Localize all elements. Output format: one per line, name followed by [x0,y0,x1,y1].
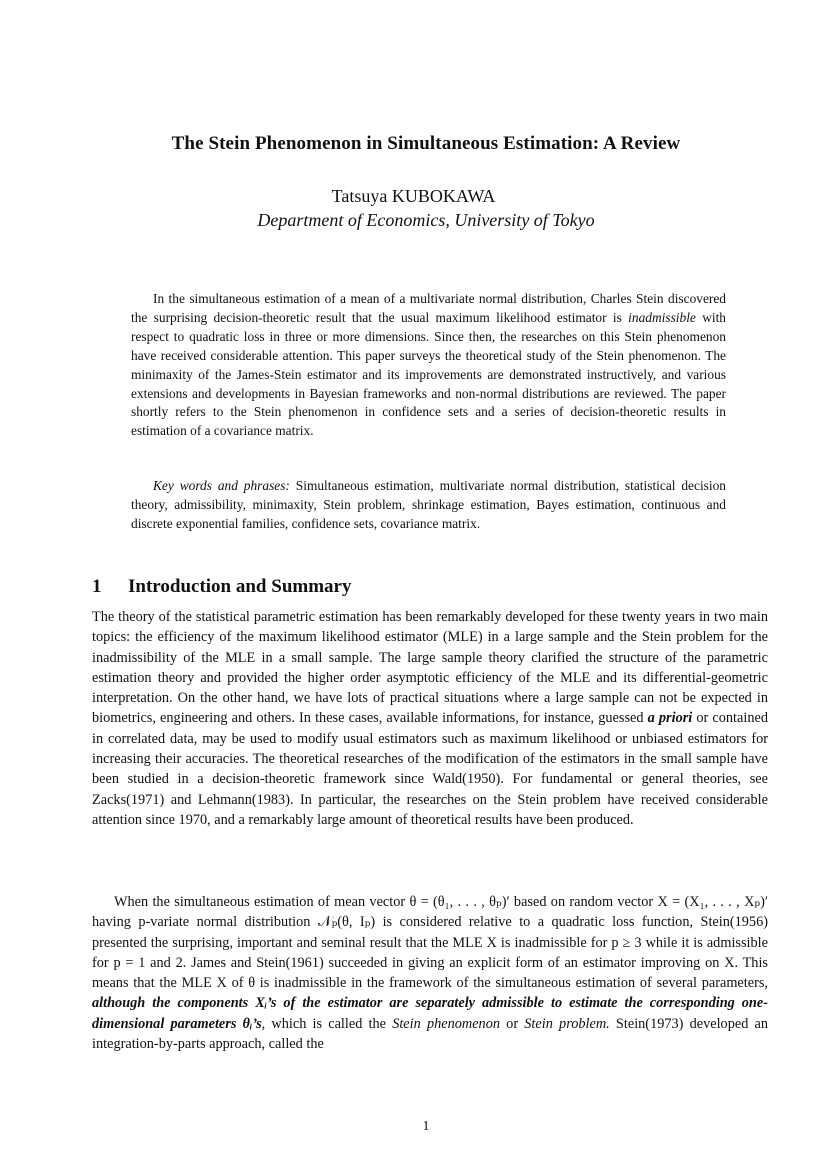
abstract-text: with respect to quadratic loss in three or more dimensions. Since then, the researches on this Stein phenomenon have received considerable attention. This paper surveys the theoretical study of the Stein phenomenon. The minimaxity of the James-Stein estimator and its improvements are demonstrated instructively, and various extensions and developments in Bayesian frameworks and non-normal distributions are reviewed. The paper shortly refers to the Stein phenomenon in confidence sets and a series of decision-theoretic results in estimation of a covariance matrix. [131,309,726,439]
keywords [131,477,726,534]
abstract [131,290,726,441]
body-text: Stein(1973) developed an integration-by-parts approach, called the [92,1015,769,1053]
paragraph [92,607,768,830]
body-text: or [500,1015,525,1032]
abstract-paragraph [131,290,726,441]
keywords-label: Key words and phrases: [153,478,290,493]
body-emphasis: although the components Xᵢ’s of the estimator are separately admissible to estimate the corresponding one-dimensional parameters θᵢ’s [92,995,768,1032]
intro-paragraph-1 [92,607,768,830]
intro-paragraph-2 [92,892,768,1054]
section-title: Introduction and Summary [128,576,352,597]
body-text: The theory of the statistical parametric estimation has been remarkably developed for these twenty years in two main topics: the efficiency of the maximum likelihood estimator (MLE) in a large sample and the Stein problem for the inadmissibility of the MLE in a small sample. The large sample theory clarified the structure of the parametric estimation theory and provided the higher order asymptotic efficiency of the MLE and its differential-geometric interpretation. On the other hand, we have lots of practical situations where a large sample can not be expected in biometrics, engineering and others. In these cases, available informations, for instance, guessed [92,609,768,727]
paper-title: The Stein Phenomenon in Simultaneous Estimation: A Review [171,133,681,154]
author-name: Tatsuya KUBOKAWA [331,186,496,206]
abstract-emphasis: inadmissible [628,309,696,325]
page-number: 1 [422,1119,430,1134]
keywords-text: Simultaneous estimation, multivariate normal distribution, statistical decision theory, admissibility, minimaxity, Stein problem, shrinkage estimation, Bayes estimation, continuous and discrete exponential families, confidence sets, covariance matrix. [131,478,726,531]
body-text: or contained in correlated data, may be used to modify usual estimators such as maximum likelihood or unbiased estimators for increasing their accuracies. The theoretical researches of the modification of the estimators in the small sample have been studied in a decision-theoretic framework since Wald(1950). For fundamental or general theories, see Zacks(1971) and Lehmann(1983). In particular, the researches on the Stein problem have received considerable attention since 1970, and a remarkably large amount of theoretical results have been produced. [92,710,768,828]
body-emphasis: Stein phenomenon [392,1015,501,1032]
body-emphasis: a priori [647,710,693,727]
paragraph [92,892,768,1054]
keywords-paragraph [131,477,726,534]
abstract-text: In the simultaneous estimation of a mean of a multivariate normal distribution, Charles Stein discovered the surprising decision-theoretic result that the usual maximum likelihood estimator is [131,291,726,325]
section-number: 1 [92,576,102,597]
author-affiliation: Department of Economics, University of Tokyo [257,210,595,230]
body-text: , which is called the [261,1015,393,1032]
section-heading [92,576,351,598]
body-text: When the simultaneous estimation of mean vector θ = (θ₁, . . . , θₚ)′ based on random vector X = (X₁, . . . , Xₚ)′ having p-variate normal distribution 𝒩ₚ(θ, Iₚ) is considered relative to a quadratic loss function, Stein(1956) presented the surprising, important and seminal result that the MLE X is inadmissible for p ≥ 3 while it is admissible for p = 1 and 2. James and Stein(1961) succeeded in giving an explicit form of an estimator improving on X. This means that the MLE X of θ is inadmissible in the framework of the simultaneous estimation of several parameters, [92,894,768,992]
body-emphasis: Stein problem. [524,1015,610,1032]
